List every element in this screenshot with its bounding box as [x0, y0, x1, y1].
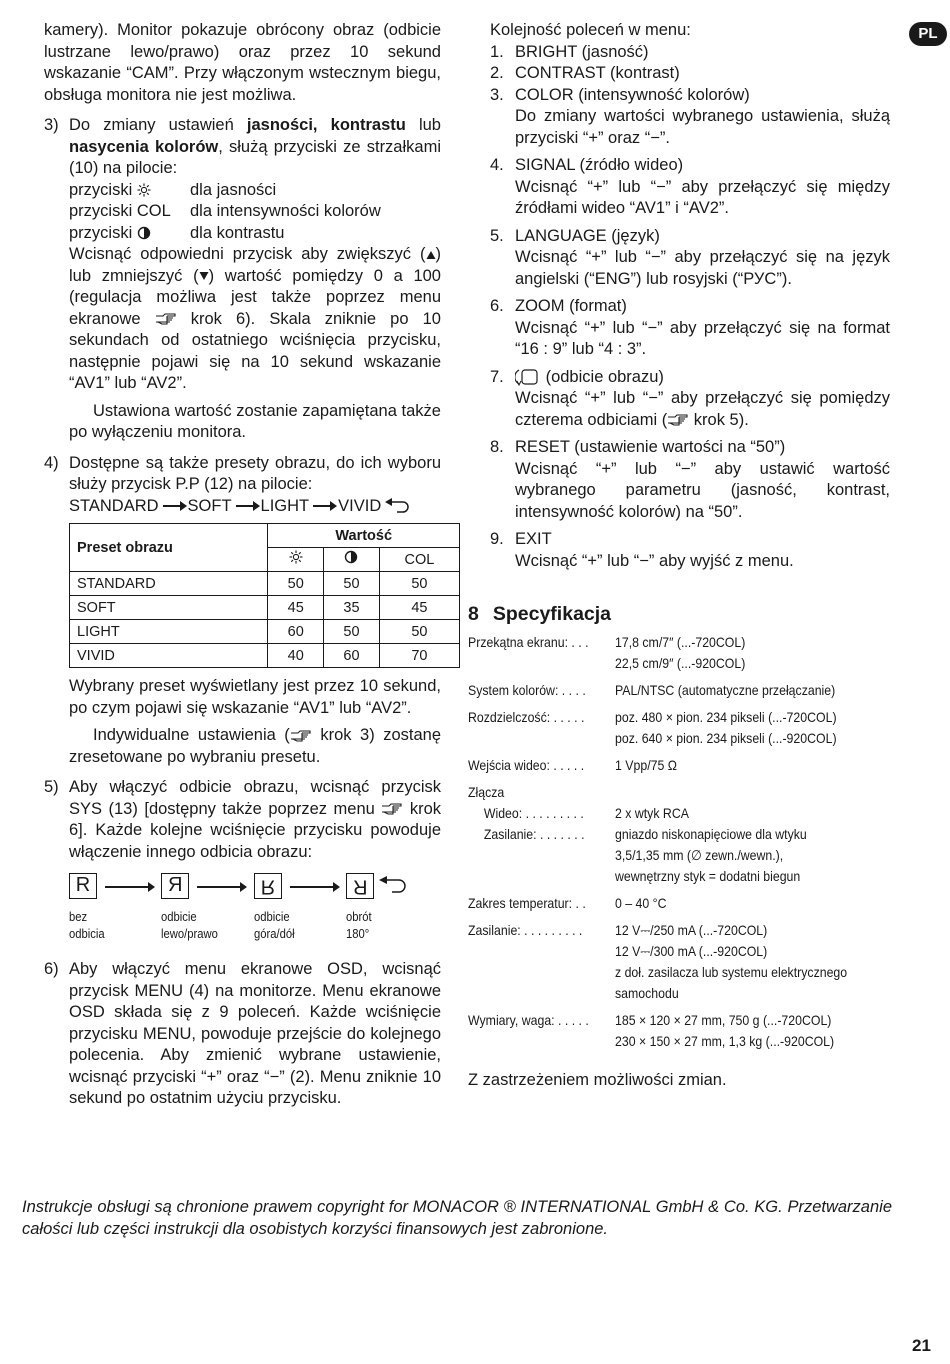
- bold-text: jasności, kontrastu: [246, 116, 406, 134]
- key-label: przyciski: [69, 223, 190, 245]
- language-badge: PL: [909, 22, 947, 46]
- step-3-intro: [69, 115, 441, 180]
- spec-row: [468, 824, 890, 887]
- spec-label: Zasilanie: . . . . . . .: [483, 826, 585, 842]
- menu-item-title: EXIT: [515, 530, 552, 548]
- glyph: R: [167, 874, 183, 897]
- spec-row: [468, 893, 890, 914]
- menu-item-title: CONTRAST (kontrast): [515, 64, 680, 82]
- text: krok 6]. Każde kolejne wciśnięcie przycisku powoduje włączenie innego odbicia obrazu:: [69, 799, 441, 861]
- menu-item-desc: Do zmiany wartości wybranego ustawienia, służą przyciski “+” oraz “−”.: [515, 107, 890, 147]
- menu-item-title: SIGNAL (źródło wideo): [515, 156, 684, 174]
- table-cell: 35: [324, 596, 380, 620]
- text: Do zmiany ustawień: [69, 116, 247, 134]
- spec-label: Zasilanie: . . . . . . . . .: [468, 922, 583, 938]
- table-cell: 50: [324, 572, 380, 596]
- spec-value: 230 × 150 × 27 mm, 1,3 kg (...-920COL): [615, 1033, 835, 1049]
- step-number: 5): [44, 778, 59, 796]
- arrow-right-icon: [105, 886, 153, 888]
- table-cell: STANDARD: [70, 572, 268, 596]
- mirror-none-icon: [69, 873, 97, 899]
- arrow-up-icon: [426, 250, 436, 260]
- mirror-caption: odbicie góra/dół: [254, 910, 295, 941]
- text: krok 6). Skala zniknie po 10 sekundach od ostatniego wciśnięcia przycisku, następnie pojawi się na 10 sekund wskazanie “AV1” lub “AV2”.: [69, 309, 441, 392]
- spec-label: Zakres temperatur: . .: [468, 895, 586, 911]
- spec-row: [468, 782, 890, 803]
- arrow-right-icon: [163, 505, 185, 507]
- text: ) lub zmniejszyć (: [69, 245, 441, 285]
- spec-value: 12 V⎓/300 mA (...-920COL): [615, 943, 768, 959]
- menu-number: 9.: [490, 530, 504, 548]
- reserve-note: Z zastrzeżeniem możliwości zmian.: [468, 1071, 727, 1089]
- spec-value: z doł. zasilacza lub systemu elektrycznego: [615, 964, 848, 980]
- spec-value: 2 x wtyk RCA: [615, 805, 689, 821]
- menu-number: 6.: [490, 297, 504, 315]
- arrow-right-icon: [236, 505, 258, 507]
- menu-item-desc: [515, 388, 890, 431]
- step-number: 3): [44, 116, 59, 134]
- key-label: przyciski: [69, 180, 190, 202]
- menu-item: [490, 85, 890, 150]
- contrast-icon: [344, 550, 358, 564]
- table-cell: 50: [268, 572, 324, 596]
- spec-value: wewnętrzny styk = dodatni biegun: [615, 868, 801, 884]
- text: ) wartość pomiędzy 0 a 100 (regulacja możliwa jest także poprzez menu ekranowe: [69, 266, 441, 328]
- step-6: [44, 959, 441, 1110]
- table-header: Preset obrazu: [70, 524, 268, 572]
- spec-label: Wideo: . . . . . . . . .: [483, 805, 584, 821]
- spec-row: [468, 632, 890, 674]
- menu-item-desc: Wcisnąć “+” lub “−” aby przełączyć się między źródłami wideo “AV1” i “AV2”.: [515, 177, 890, 217]
- menu-item-desc: Wcisnąć “+” lub “−” aby przełączyć się na format “16 : 9” lub “4 : 3”.: [515, 318, 890, 358]
- table-cell: 70: [379, 644, 459, 668]
- menu-number: 5.: [490, 226, 504, 245]
- table-row: [70, 620, 460, 644]
- step-4-reset-note: [69, 725, 441, 768]
- spec-value: gniazdo niskonapięciowe dla wtyku: [615, 826, 807, 842]
- pointing-hand-icon: [155, 312, 177, 326]
- step-6-body: Aby włączyć menu ekranowe OSD, wcisnąć przycisk MENU (4) na monitorze. Menu ekranowe OSD składa się z 9 poleceń. Każde wciśnięcie przycisku MENU, powoduje przejście do kolejnego polecenia. Aby zmienić wybrane ustawienie, wcisnąć przyciski “+” oraz “−” (2). Menu zniknie 10 sekund po ostatnim użyciu przycisku.: [69, 960, 441, 1107]
- mirror-caption: obrót 180°: [346, 910, 372, 941]
- table-cell: LIGHT: [70, 620, 268, 644]
- page-number: 21: [912, 1336, 931, 1355]
- table-cell: SOFT: [70, 596, 268, 620]
- table-cell: 60: [324, 644, 380, 668]
- spec-label: Wejścia wideo: . . . . .: [468, 757, 585, 773]
- step-3-note: Ustawiona wartość zostanie zapamiętana także po wyłączeniu monitora.: [69, 401, 441, 441]
- menu-item: [490, 367, 890, 432]
- spec-value: PAL/NTSC (automatyczne przełączanie): [615, 682, 836, 698]
- intro-paragraph: kamery). Monitor pokazuje obrócony obraz (odbicie lustrzane lewo/prawo) oraz przez 10 sekund wskazanie “CAM”. Przy włączonym wstecznym biegu, obsługa monitora nie jest możliwa.: [44, 21, 441, 104]
- text: lub: [405, 116, 441, 134]
- text: Wcisnąć “+” lub “−” aby przełączyć się pomiędzy czterema odbiciami (: [515, 389, 890, 429]
- table-cell: 60: [268, 620, 324, 644]
- spec-label: Rozdzielczość: . . . . .: [468, 709, 585, 725]
- spec-row: [468, 803, 890, 824]
- spec-value: 0 – 40 °C: [615, 895, 667, 911]
- right-column: [468, 20, 890, 1092]
- sun-icon: [137, 183, 151, 197]
- spec-value: 22,5 cm/9″ (...-920COL): [615, 655, 746, 671]
- spec-value: 185 × 120 × 27 mm, 750 g (...-720COL): [615, 1012, 832, 1028]
- step-4-intro: Dostępne są także presety obrazu, do ich wyboru służy przycisk P.P (12) na pilocie:: [69, 453, 441, 493]
- step-3: [44, 115, 441, 444]
- preset-name: VIVID: [338, 496, 382, 515]
- spec-row: [468, 920, 890, 1004]
- table-cell: VIVID: [70, 644, 268, 668]
- text: , służą przyciski ze strzałkami (10) na pilocie:: [69, 137, 441, 177]
- mirror-caption: odbicie lewo/prawo: [161, 910, 218, 941]
- menu-item: [490, 296, 890, 361]
- mirror-ud-icon: [254, 873, 282, 899]
- sun-icon: [289, 550, 303, 564]
- step-5: [44, 777, 441, 953]
- spec-value: 17,8 cm/7″ (...-720COL): [615, 634, 746, 650]
- table-header: [268, 548, 324, 572]
- key-desc: dla intensywności kolorów: [190, 202, 381, 220]
- menu-item: [490, 63, 890, 85]
- menu-number: 1.: [490, 42, 504, 61]
- menu-item: [490, 529, 890, 572]
- text: krok 3) zostanę zresetowane po wybraniu presetu.: [69, 726, 441, 766]
- arrow-down-icon: [199, 271, 209, 281]
- step-4-note: Wybrany preset wyświetlany jest przez 10 sekund, po czym pojawi się wskazanie “AV1” lub “AV2”.: [69, 677, 441, 717]
- menu-number: 4.: [490, 156, 504, 174]
- table-row: [70, 644, 460, 668]
- table-header: Wartość: [268, 524, 460, 548]
- bold-text: nasycenia kolorów: [69, 137, 219, 156]
- table-row: [70, 572, 460, 596]
- arrow-right-icon: [290, 886, 338, 888]
- menu-item-title: BRIGHT (jasność): [515, 42, 649, 61]
- arrow-right-icon: [197, 886, 245, 888]
- spec-value: 12 V⎓/250 mA (...-720COL): [615, 922, 768, 938]
- table-cell: 50: [379, 620, 459, 644]
- table-cell: 45: [379, 596, 459, 620]
- menu-number: 3.: [490, 85, 504, 104]
- menu-item-title: COLOR (intensywność kolorów): [515, 85, 750, 104]
- table-header: COL: [379, 548, 459, 572]
- text: krok 5).: [689, 410, 749, 429]
- mirror-sequence: [69, 873, 441, 953]
- copyright-footer: Instrukcje obsługi są chronione prawem copyright for MONACOR ® INTERNATIONAL GmbH & Co. KG. Przetwarzanie całości lub części instrukcji dla osobistych korzyści finansowych jest zabronione.: [22, 1198, 892, 1238]
- menu-item-desc: Wcisnąć “+” lub “−” aby wyjść z menu.: [515, 551, 794, 570]
- step-5-body: [69, 777, 441, 863]
- spec-value: 3,5/1,35 mm (∅ zewn./wewn.),: [615, 847, 784, 863]
- mirror-icon: [515, 367, 541, 387]
- spec-row: [468, 680, 890, 701]
- spec-value: poz. 640 × pion. 234 pikseli (...-920COL): [615, 730, 837, 746]
- menu-item: [490, 42, 890, 64]
- table-cell: 45: [268, 596, 324, 620]
- table-cell: 50: [324, 620, 380, 644]
- spec-value: 1 Vpp/75 Ω: [615, 757, 677, 773]
- spec-value: samochodu: [615, 985, 679, 1001]
- pointing-hand-icon: [381, 802, 403, 816]
- menu-item: [490, 226, 890, 291]
- mirror-lr-icon: [161, 873, 189, 899]
- spec-row: [468, 1010, 890, 1052]
- menu-item-desc: Wcisnąć “+” lub “−” aby przełączyć się na język angielski (“ENG”) lub rosyjski (“РУС”).: [515, 248, 890, 288]
- section-number: 8: [468, 603, 479, 625]
- rotate-180-icon: [346, 873, 374, 899]
- preset-name: SOFT: [187, 496, 232, 515]
- preset-name: LIGHT: [260, 496, 310, 515]
- step-number: 6): [44, 960, 59, 978]
- glyph: R: [260, 875, 276, 898]
- step-3-body: [69, 244, 441, 395]
- table-cell: 40: [268, 644, 324, 668]
- spec-list: [468, 632, 890, 1052]
- table-header: [324, 548, 380, 572]
- section-title: Specyfikacja: [492, 603, 612, 625]
- key-desc: dla jasności: [190, 180, 277, 199]
- menu-title: Kolejność poleceń w menu:: [490, 21, 691, 39]
- table-row: [70, 596, 460, 620]
- menu-number: 8.: [490, 438, 504, 456]
- text: (odbicie obrazu): [541, 367, 664, 386]
- glyph: R: [352, 875, 368, 898]
- menu-item-title: LANGUAGE (język): [515, 226, 660, 245]
- mirror-caption: bez odbicia: [69, 910, 105, 941]
- section-heading: [468, 602, 890, 626]
- menu-item-title: RESET (ustawienie wartości na “50”): [515, 438, 786, 456]
- spec-label: Złącza: [468, 784, 505, 800]
- step-number: 4): [44, 453, 59, 472]
- key-row: [69, 180, 441, 202]
- key-desc: dla kontrastu: [190, 223, 285, 242]
- key-label: przyciski COL: [69, 202, 171, 220]
- contrast-icon: [137, 226, 151, 240]
- table-cell: 50: [379, 572, 459, 596]
- menu-item-desc: Wcisnąć “+” lub “−” aby ustawić wartość wybranego parametru (jasność, kontrast, intensywność kolorów) na “50”.: [515, 459, 890, 521]
- spec-row: [468, 755, 890, 776]
- arrow-right-icon: [313, 505, 335, 507]
- spec-label: Przekątna ekranu: . . .: [468, 634, 589, 650]
- preset-chain: [69, 496, 441, 518]
- preset-name: STANDARD: [69, 496, 159, 515]
- pointing-hand-icon: [290, 729, 312, 743]
- preset-table: [69, 523, 460, 668]
- text: Indywidualne ustawienia (: [93, 726, 290, 744]
- return-arrow-icon: [385, 498, 409, 514]
- spec-label: System kolorów: . . . .: [468, 682, 586, 698]
- menu-item-title: ZOOM (format): [515, 297, 627, 315]
- key-row: [69, 201, 441, 223]
- step-4: [44, 453, 441, 769]
- text: Aby włączyć odbicie obrazu, wcisnąć przycisk SYS (13) [dostępny także poprzez menu: [69, 778, 441, 818]
- left-column: [44, 20, 441, 1110]
- spec-value: poz. 480 × pion. 234 pikseli (...-720COL): [615, 709, 837, 725]
- menu-item: [490, 155, 890, 220]
- menu-item: [490, 437, 890, 523]
- key-row: [69, 223, 441, 245]
- menu-number: 2.: [490, 64, 504, 82]
- text: Wcisnąć odpowiedni przycisk aby zwiększyć (: [69, 245, 426, 263]
- spec-label: Wymiary, waga: . . . . .: [468, 1012, 589, 1028]
- spec-row: [468, 707, 890, 749]
- menu-number: 7.: [490, 367, 504, 386]
- glyph: R: [75, 874, 91, 897]
- pointing-hand-icon: [667, 413, 689, 427]
- menu-item-title: [515, 367, 890, 389]
- return-arrow-icon: [379, 875, 407, 897]
